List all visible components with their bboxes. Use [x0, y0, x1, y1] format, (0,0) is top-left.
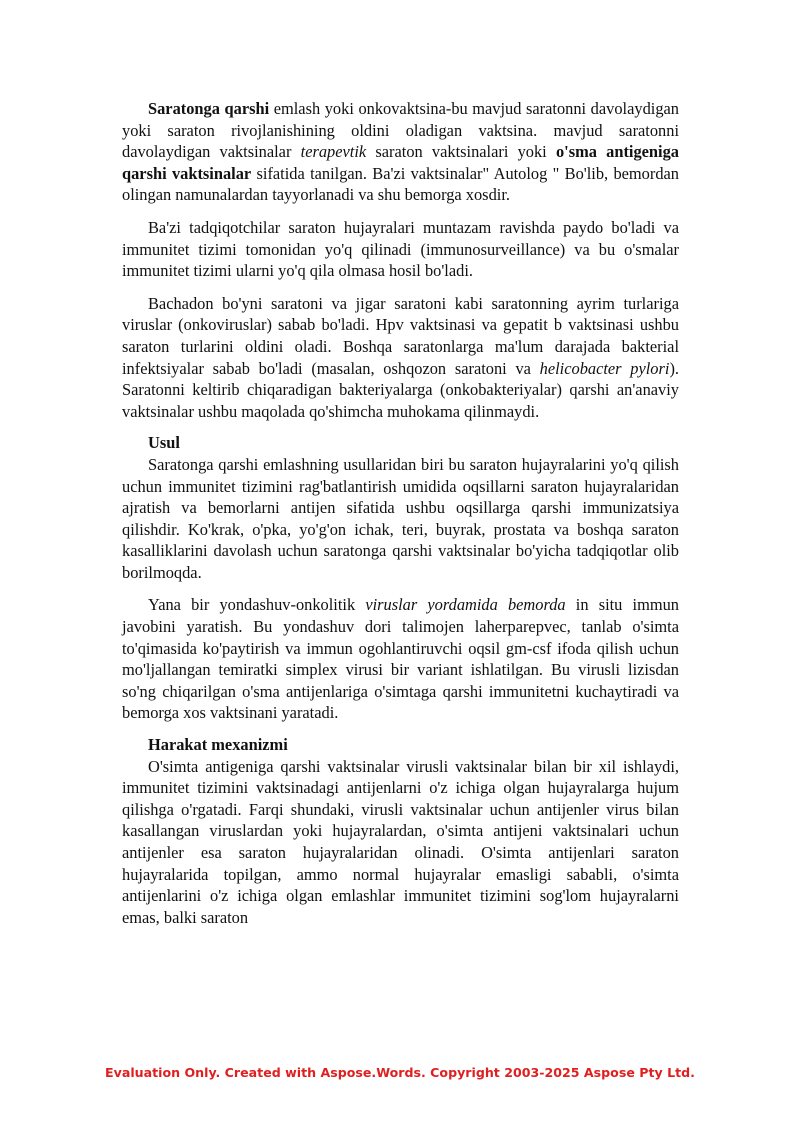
paragraph-text: saraton vaktsinalari yoki [366, 142, 556, 162]
paragraph-usul: Saratonga qarshi emlashning usullaridan biri bu saraton hujayralarini yo'q qilish uchun immunitet tizimini rag'batlantirish umidida oqsillarni saraton hujayralaridan ajratish va bemorlarni antijen sifatida ushbu oqsillarga qarshi immunizatsiya qilishdir. Ko'krak, o'pka, yo'g'on ichak, teri, buyrak, prostata va boshqa saraton kasalliklarini davolash uchun saratonga qarshi vaktsinalar bo'yicha tadqiqotlar olib borilmoqda. [122, 454, 679, 582]
paragraph-text: sifatida tanilgan. Ba'zi vaktsinalar" Autolog " Bo'lib, bemordan olingan namunalardan tayyorlanadi va shu bemorga xosdir. [122, 163, 679, 205]
term-saratonga-qarshi: Saratonga qarshi [148, 99, 270, 118]
term-viruslar-yordamida: viruslar yordamida bemorda [365, 595, 566, 615]
paragraph-onkoviruslar [122, 293, 679, 423]
paragraph-text: Bachadon bo'yni saratoni va jigar saratoni kabi saratonning ayrim turlariga viruslar (onkoviruslar) sabab bo'ladi. Hpv vaktsinasi va gepatit b vaktsinasi ushbu saraton turlarini oldini oladi. Boshqa saratonlarga ma'lum darajada bakterial infektsiyalar sabab bo'ladi (masalan, oshqozon saratoni va [122, 293, 679, 378]
term-helicobacter: helicobacter pylori [539, 358, 670, 378]
evaluation-footer: Evaluation Only. Created with Aspose.Words. Copyright 2003-2025 Aspose Pty Ltd. [105, 1065, 695, 1080]
document-body [122, 98, 679, 928]
paragraph-immunosurveillance: Ba'zi tadqiqotchilar saraton hujayralari muntazam ravishda paydo bo'ladi va immunitet tizimi tomonidan yo'q qilinadi (immunosurveillance) va bu o'smalar immunitet tizimi ularni yo'q qila olmasa hosil bo'ladi. [122, 217, 679, 281]
heading-usul: Usul [148, 433, 180, 453]
paragraph-text: in situ immun javobini yaratish. Bu yondashuv dori talimojen laherparepvec, tanlab o'simta to'qimasida ko'paytirish va immun ogohlantiruvchi oqsil gm-csf ifoda qilish uchun mo'ljallangan temiratki simplex virusi bir variant ishlatilgan. Bu virusli lizisdan so'ng chiqarilgan o'sma antijenlariga o'simtaga qarshi immunitetni kuchaytiradi va bemorga xos vaktsinani yaratadi. [122, 595, 679, 723]
paragraph-intro [122, 98, 679, 206]
paragraph-text: emlash yoki onkovaktsina-bu mavjud saratonni davolaydigan yoki saraton rivojlanishining oldini oladigan vaktsina. mavjud saratonni davolaydigan vaktsinalar [122, 99, 679, 162]
term-terapevtik: terapevtik [300, 142, 367, 162]
paragraph-text: Yana bir yondashuv-onkolitik [148, 595, 366, 615]
paragraph-text: ). Saratonni keltirib chiqaradigan bakteriyalarga (onkobakteriyalar) qarshi an'anaviy vaktsinalar ushbu maqolada qo'shimcha muhokama qilinmaydi. [122, 358, 679, 421]
paragraph-onkolitik [122, 594, 679, 724]
paragraph-mexanizm: O'simta antigeniga qarshi vaktsinalar virusli vaktsinalar bilan bir xil ishlaydi, immunitet tizimini vaktsinadagi antijenlarni o'z ichiga olgan hujayralarga hujum qilishga o'rgatadi. Farqi shundaki, virusli vaktsinalar uchun antijenler virus bilan kasallangan viruslardan yoki hujayralardan, o'simta antijeni vaktsinalari uchun antijenler esa saraton hujayralaridan olinadi. O'simta antijenlari saraton hujayralarida topilgan, ammo normal hujayralar emasligi sababli, o'simta antijenlarini o'z ichiga olgan emlashlar immunitet tizimini sog'lom hujayralarni emas, balki saraton [122, 756, 679, 927]
heading-harakat-mexanizmi: Harakat mexanizmi [148, 735, 288, 755]
term-osma-antigeniga: o'sma antigeniga qarshi vaktsinalar [122, 142, 679, 183]
